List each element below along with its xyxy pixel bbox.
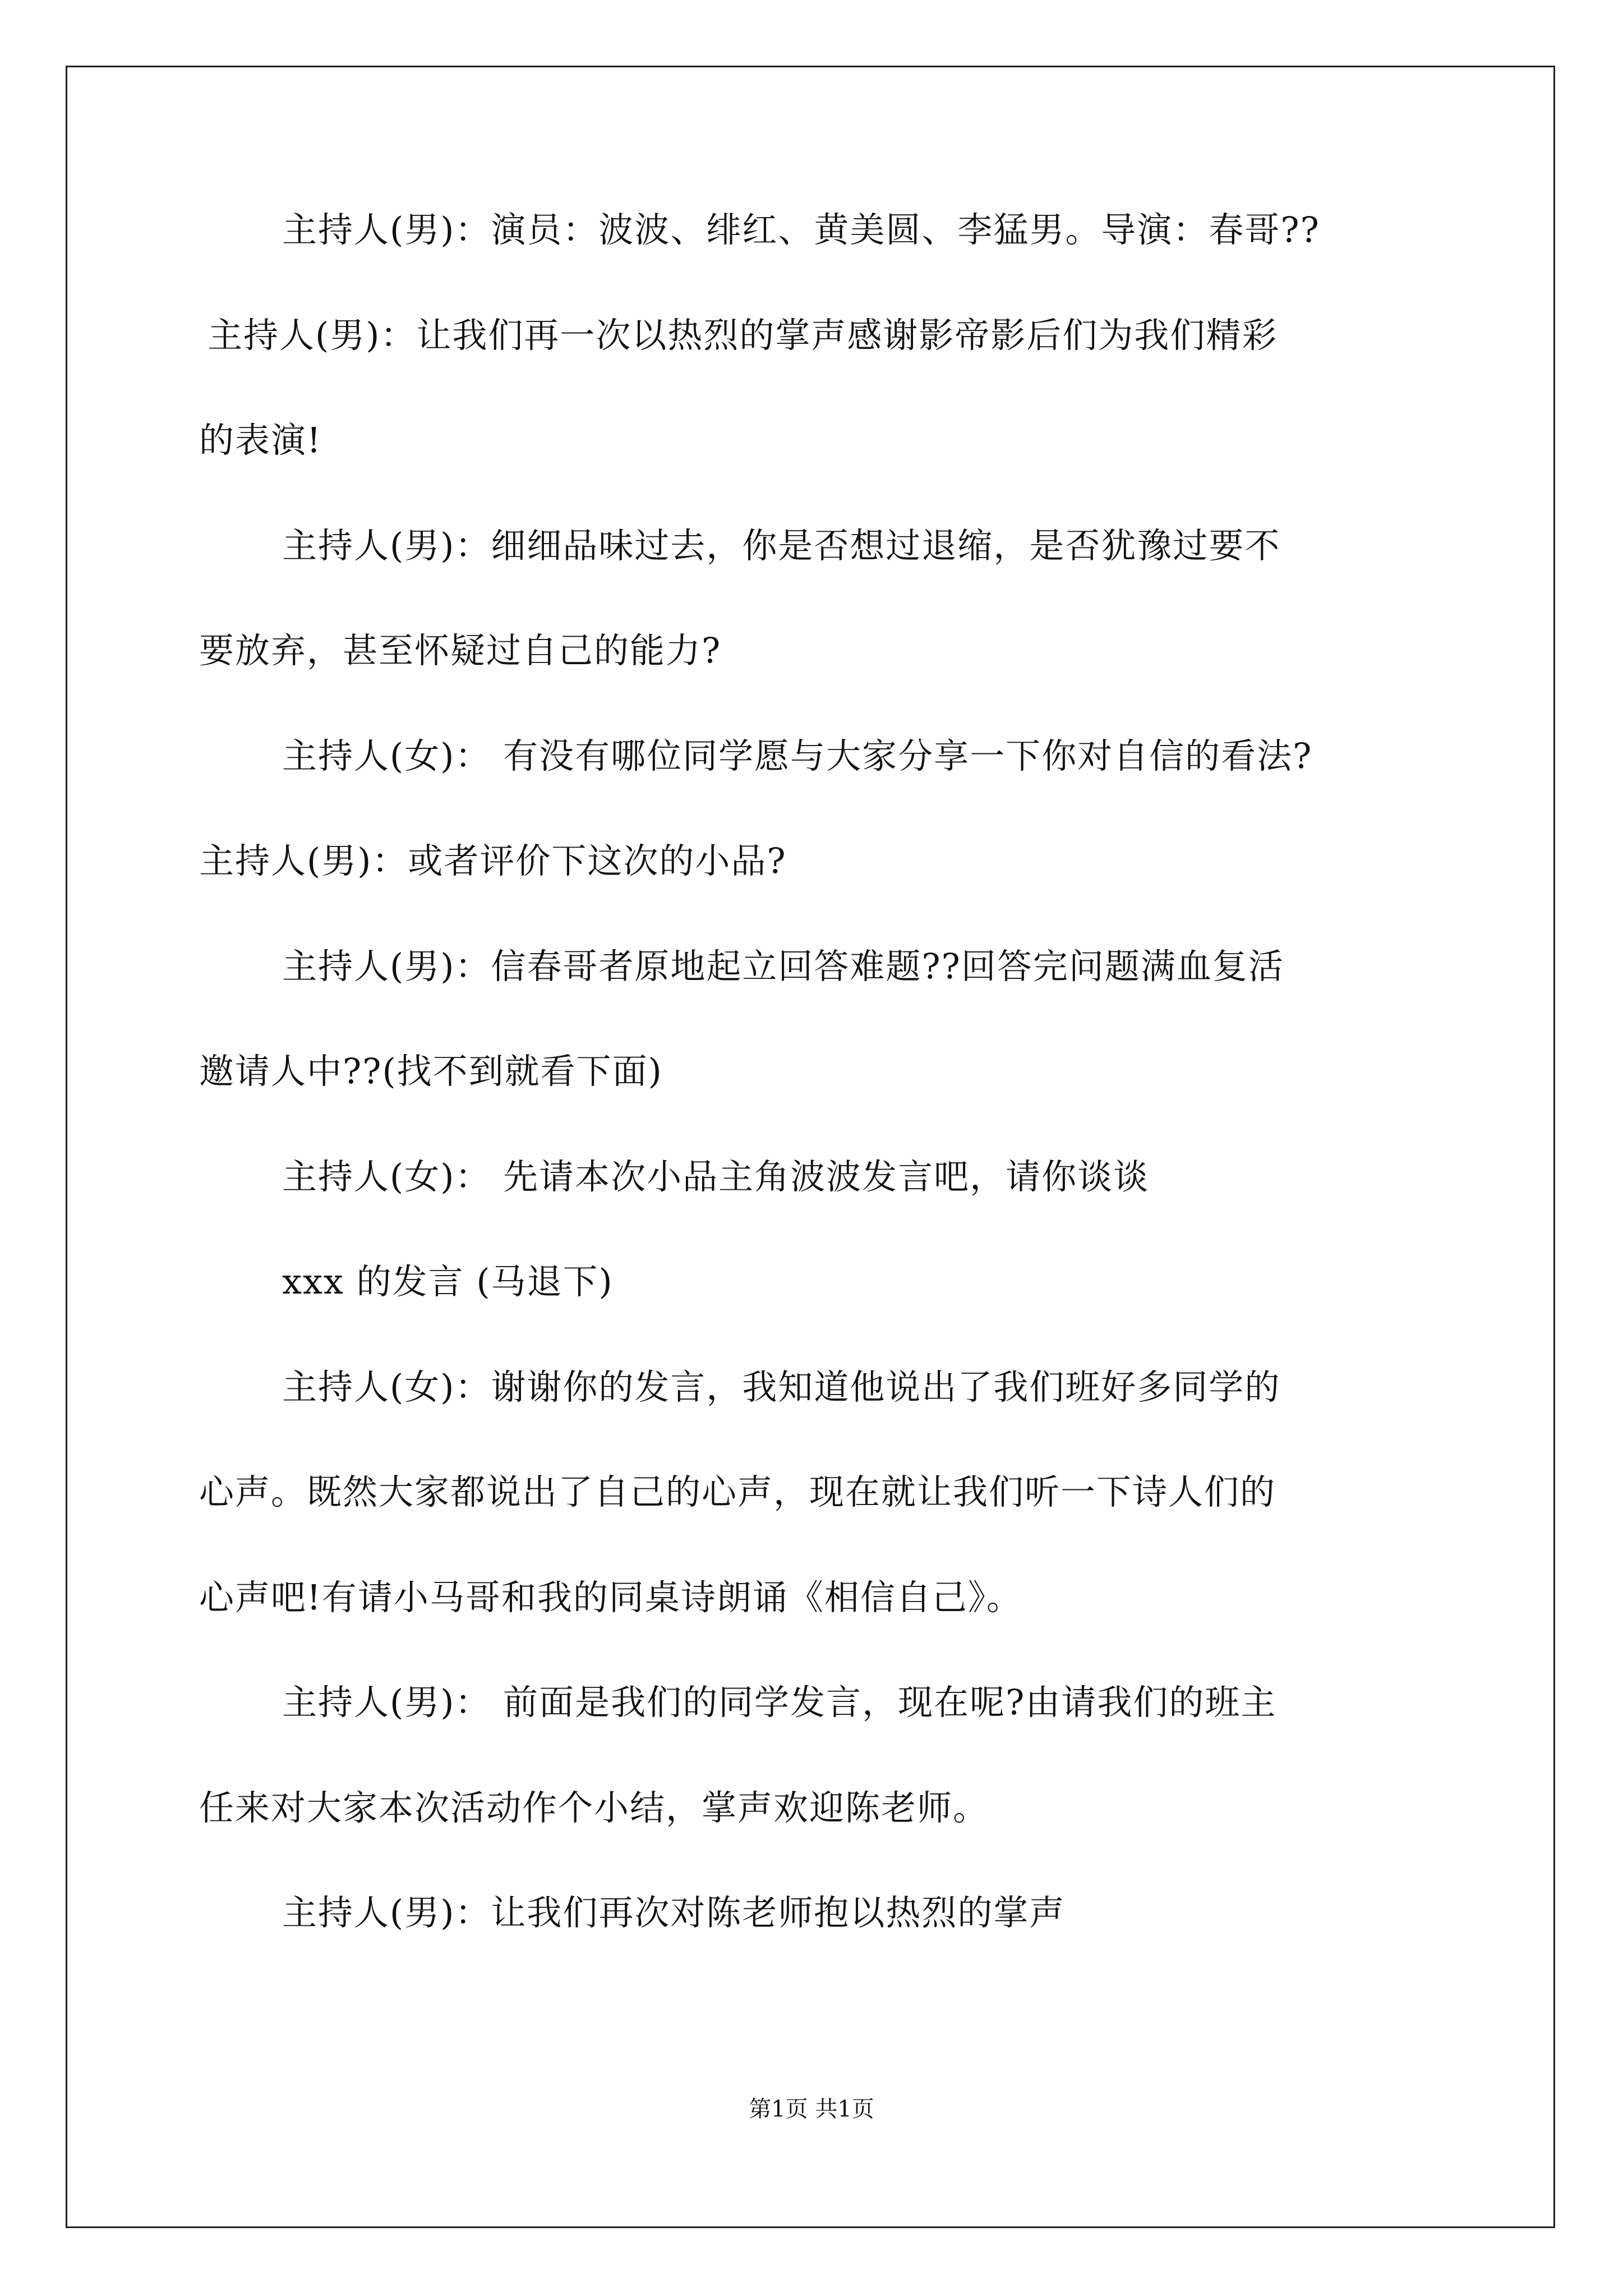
paragraph-line: 的表演!	[199, 420, 322, 461]
paragraph-line: 主持人(男)：让我们再一次以热烈的掌声感谢影帝影后们为我们精彩	[208, 315, 1278, 356]
paragraph-line: 心声吧!有请小马哥和我的同桌诗朗诵《相信自己》。	[199, 1577, 1022, 1618]
paragraph-line: 主持人(男)：信春哥者原地起立回答难题??回答完问题满血复活	[282, 946, 1284, 987]
page-number-footer: 第1页 共1页	[749, 2096, 874, 2122]
paragraph-line: 邀请人中??(找不到就看下面)	[199, 1051, 663, 1092]
paragraph-line: 主持人(女)： 有没有哪位同学愿与大家分享一下你对自信的看法?	[282, 735, 1313, 776]
paragraph-line: 要放弃，甚至怀疑过自己的能力?	[199, 630, 722, 671]
paragraph-line: 主持人(男)： 前面是我们的同学发言，现在呢?由请我们的班主	[282, 1682, 1277, 1723]
paragraph-line: 主持人(男)：细细品味过去，你是否想过退缩，是否犹豫过要不	[282, 525, 1281, 566]
paragraph-line: 主持人(女)： 先请本次小品主角波波发言吧，请你谈谈	[282, 1156, 1150, 1197]
paragraph-line: 心声。既然大家都说出了自己的心声，现在就让我们听一下诗人们的	[199, 1471, 1276, 1512]
paragraph-line: 主持人(男)：演员：波波、绯红、黄美圆、李猛男。导演：春哥??	[282, 209, 1320, 250]
paragraph-line: 主持人(男)：让我们再次对陈老师抱以热烈的掌声	[282, 1892, 1066, 1933]
paragraph-line: 主持人(男)：或者评价下这次的小品?	[199, 840, 787, 881]
paragraph-line: xxx 的发言 (马退下)	[282, 1261, 614, 1302]
paragraph-line: 任来对大家本次活动作个小结，掌声欢迎陈老师。	[199, 1787, 989, 1828]
paragraph-line: 主持人(女)：谢谢你的发言，我知道他说出了我们班好多同学的	[282, 1366, 1281, 1407]
